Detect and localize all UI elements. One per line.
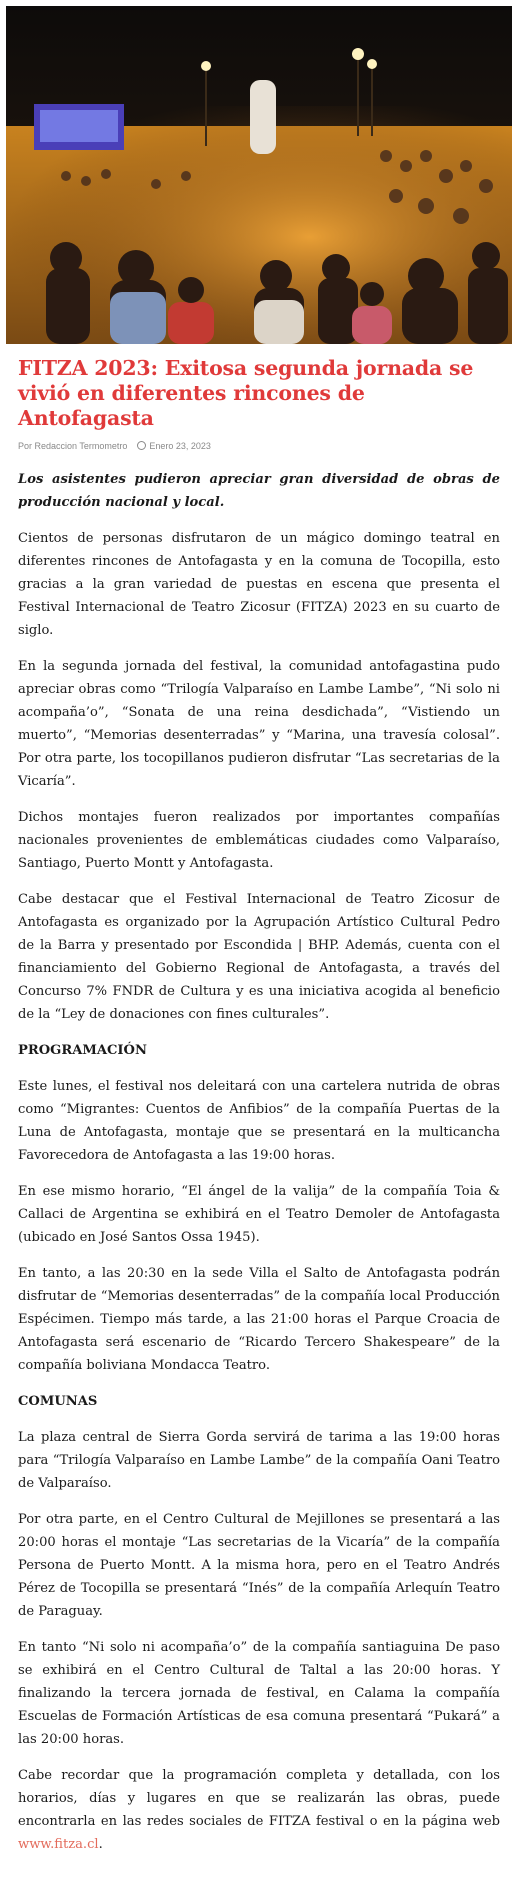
paragraph: Este lunes, el festival nos deleitará con una cartelera nutrida de obras como “Migrantes: Cuentos de Anfibios” de la compañía Puertas de la Luna de Antofagasta, montaje que se presentará en la multicancha Favorecedora de Antofagasta a las 19:00 horas. [18, 1079, 500, 1163]
closing-text: Cabe recordar que la programación completa y detallada, con los horarios, días y lugares en que se realizarán las obras, puede encontrarla en las redes sociales de FITZA festival o en la página web [18, 1768, 500, 1829]
article-body [18, 468, 500, 1856]
closing-paragraph [18, 1764, 500, 1856]
clock-icon [137, 441, 146, 450]
date-text: Enero 23, 2023 [149, 441, 211, 451]
article-meta [18, 440, 500, 451]
paragraph: Cabe destacar que el Festival Internacional de Teatro Zicosur de Antofagasta es organizado por la Agrupación Artístico Cultural Pedro de la Barra y presentado por Escondida | BHP. Además, cuenta con el financiamiento del Gobierno Regional de Antofagasta, a través del Concurso 7% FNDR de Cultura y es una iniciativa acogida al beneficio de la “Ley de donaciones con fines culturales”. [18, 892, 500, 1022]
section-heading-comunas: COMUNAS [18, 1394, 98, 1409]
paragraph: Dichos montajes fueron realizados por importantes compañías nacionales provenientes de emblemáticas ciudades como Valparaíso, Santiago, Puerto Montt y Antofagasta. [18, 810, 500, 871]
paragraph: En ese mismo horario, “El ángel de la valija” de la compañía Toia & Callaci de Argentina se exhibirá en el Teatro Demoler de Antofagasta (ubicado en José Santos Ossa 1945). [18, 1184, 500, 1245]
paragraph: La plaza central de Sierra Gorda servirá de tarima a las 19:00 horas para “Trilogía Valparaíso en Lambe Lambe” de la compañía Oani Teatro de Valparaíso. [18, 1430, 500, 1491]
paragraph: En la segunda jornada del festival, la comunidad antofagastina pudo apreciar obras como “Trilogía Valparaíso en Lambe Lambe”, “Ni solo ni acompaña’o”, “Sonata de una reina desdichada”, “Vistiendo un muerto”, “Memorias desenterradas” y “Marina, una travesía colosal”. Por otra parte, los tocopillanos pudieron disfrutar “Las secretarias de la Vicaría”. [18, 659, 500, 789]
paragraph: Cientos de personas disfrutaron de un mágico domingo teatral en diferentes rincones de Antofagasta y en la comuna de Tocopilla, esto gracias a la gran variedad de puestas en escena que presenta el Festival Internacional de Teatro Zicosur (FITZA) 2023 en su cuarto de siglo. [18, 531, 500, 638]
article [18, 356, 500, 1869]
article-lead: Los asistentes pudieron apreciar gran diversidad de obras de producción nacional y local. [18, 472, 500, 510]
festival-crowd-image [6, 6, 512, 344]
section-heading-programacion: PROGRAMACIÓN [18, 1043, 147, 1058]
paragraph: En tanto, a las 20:30 en la sede Villa el Salto de Antofagasta podrán disfrutar de “Memorias desenterradas” de la compañía local Producción Espécimen. Tiempo más tarde, a las 21:00 horas el Parque Croacia de Antofagasta será escenario de “Ricardo Tercero Shakespeare” de la compañía boliviana Mondacca Teatro. [18, 1266, 500, 1373]
paragraph: En tanto “Ni solo ni acompaña’o” de la compañía santiaguina De paso se exhibirá en el Centro Cultural de Taltal a las 20:00 horas. Y finalizando la tercera jornada de festival, en Calama la compañía Escuelas de Formación Artísticas de esa comuna presentará “Pukará” a las 20:00 horas. [18, 1640, 500, 1747]
closing-period: . [98, 1837, 103, 1852]
publish-date [137, 440, 211, 451]
hero-photo [6, 6, 512, 344]
fitza-website-link[interactable]: www.fitza.cl [18, 1837, 99, 1852]
author-byline[interactable]: Por Redaccion Termometro [18, 440, 128, 451]
article-title: FITZA 2023: Exitosa segunda jornada se vivió en diferentes rincones de Antofagasta [18, 356, 474, 430]
paragraph: Por otra parte, en el Centro Cultural de Mejillones se presentará a las 20:00 horas el montaje “Las secretarias de la Vicaría” de la compañía Persona de Puerto Montt. A la misma hora, pero en el Teatro Andrés Pérez de Tocopilla se presentará “Inés” de la compañía Arlequín Teatro de Paraguay. [18, 1512, 500, 1619]
